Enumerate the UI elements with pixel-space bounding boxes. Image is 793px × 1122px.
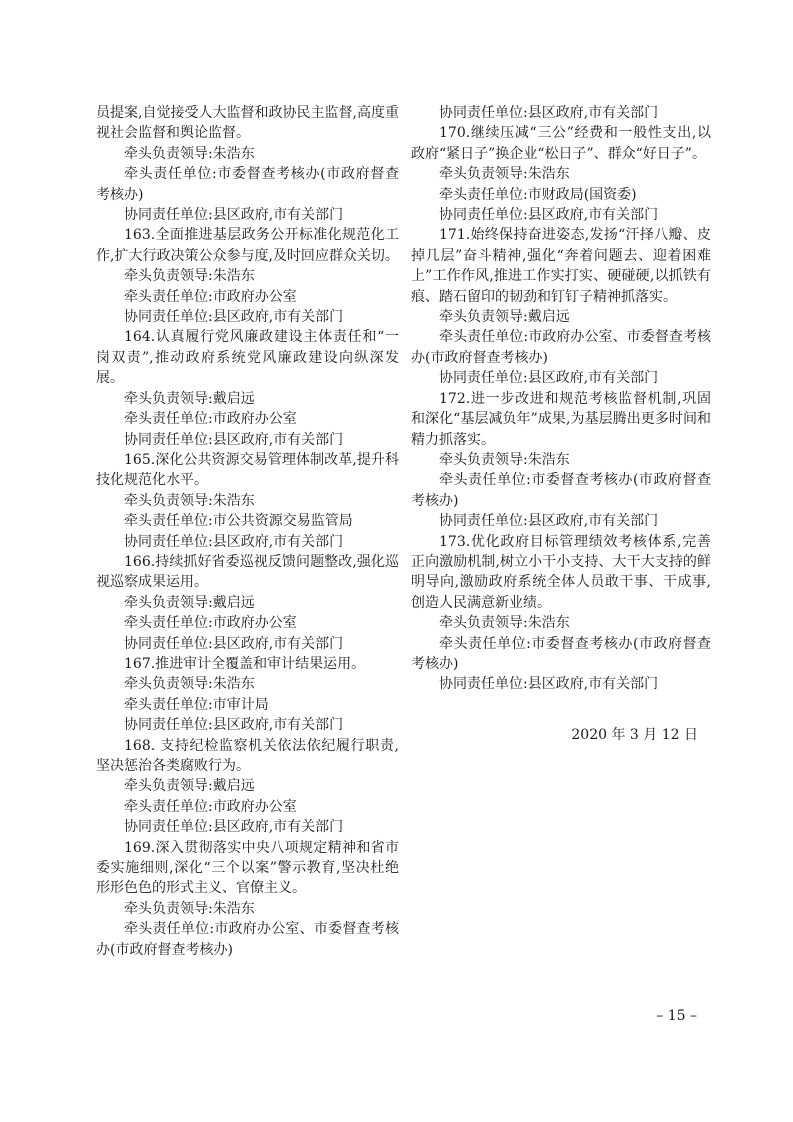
paragraph: 协同责任单位:县区政府,市有关部门 <box>439 105 659 121</box>
paragraph: 168. 支持纪检监察机关依法依纪履行职责,坚决惩治各类腐败行为。 <box>96 737 399 774</box>
paragraph: 协同责任单位:县区政府,市有关部门 <box>124 431 344 448</box>
paragraph: 牵头责任单位:市政府办公室 <box>124 798 297 815</box>
paragraph: 牵头负责领导:朱浩东 <box>124 145 255 162</box>
paragraph: 协同责任单位:县区政府,市有关部门 <box>124 207 344 224</box>
paragraph: 协同责任单位:县区政府,市有关部门 <box>124 309 344 326</box>
paragraph: 协同责任单位:县区政府,市有关部门 <box>124 533 344 550</box>
paragraph: 牵头责任单位:市委督查考核办(市政府督查考核办) <box>96 166 399 203</box>
paragraph: 协同责任单位:县区政府,市有关部门 <box>439 676 659 693</box>
paragraph: 协同责任单位:县区政府,市有关部门 <box>439 513 659 530</box>
paragraph: 员提案,自觉接受人大监督和政协民主监督,高度重视社会监督和舆论监督。 <box>96 105 399 142</box>
paragraph: 牵头责任单位:市委督查考核办(市政府督查考核办) <box>411 635 711 672</box>
paragraph: 协同责任单位:县区政府,市有关部门 <box>124 635 344 652</box>
paragraph: 牵头负责领导:戴启远 <box>124 390 255 407</box>
paragraph: 172.进一步改进和规范考核监督机制,巩固和深化“基层减负年”成果,为基层腾出更多时间和精力抓落实。 <box>411 390 711 448</box>
paragraph: 牵头责任单位:市政府办公室 <box>124 411 297 428</box>
paragraph: 牵头责任单位:市政府办公室 <box>124 615 297 632</box>
paragraph: 163.全面推进基层政务公开标准化规范化工作,扩大行政决策公众参与度,及时回应群众关切。 <box>96 227 399 264</box>
paragraph: 协同责任单位:县区政府,市有关部门 <box>124 819 344 836</box>
paragraph: 牵头负责领导:朱浩东 <box>124 268 255 285</box>
paragraph: 协同责任单位:县区政府,市有关部门 <box>124 717 344 734</box>
paragraph: 牵头责任单位:市政府办公室 <box>124 288 297 305</box>
paragraph: 牵头负责领导:朱浩东 <box>439 451 570 468</box>
paragraph: 牵头负责领导:朱浩东 <box>124 900 255 917</box>
paragraph: 牵头责任单位:市委督查考核办(市政府督查考核办) <box>411 472 711 509</box>
document-date: 2020 年 3 月 12 日 <box>571 727 698 743</box>
paragraph: 170.继续压减“三公”经费和一般性支出,以政府“紧日子”换企业“松日子”、群众“好日子”。 <box>411 125 711 162</box>
paragraph: 173.优化政府目标管理绩效考核体系,完善正向激励机制,树立小干小支持、大干大支持的鲜明导向,激励政府系统全体人员敢干事、干成事,创造人民满意新业绩。 <box>411 533 711 611</box>
paragraph: 牵头负责领导:朱浩东 <box>124 676 255 693</box>
paragraph: 协同责任单位:县区政府,市有关部门 <box>439 207 659 224</box>
paragraph: 牵头负责领导:戴启远 <box>124 594 255 611</box>
paragraph: 牵头负责领导:朱浩东 <box>124 492 255 509</box>
paragraph: 171.始终保持奋进姿态,发扬“汗择八瓣、皮掉几层”奋斗精神,强化“奔着问题去、迎着困难上”工作作风,推进工作实打实、硬碰硬,以抓铁有痕、踏石留印的韧劲和钉钉子精神抓落实。 <box>411 227 711 305</box>
paragraph: 165.深化公共资源交易管理体制改革,提升科技化规范化水平。 <box>96 451 399 489</box>
paragraph: 牵头负责领导:朱浩东 <box>439 166 570 183</box>
right-column <box>411 103 711 695</box>
paragraph: 牵头责任单位:市审计局 <box>124 696 269 713</box>
paragraph: 牵头责任单位:市公共资源交易监管局 <box>124 513 353 530</box>
paragraph: 164.认真履行党风廉政建设主体责任和“一岗双责”,推动政府系统党风廉政建设向纵深发展。 <box>96 329 399 387</box>
paragraph: 牵头负责领导:戴启远 <box>439 309 570 326</box>
left-column <box>96 103 399 960</box>
paragraph: 167.推进审计全覆盖和审计结果运用。 <box>124 655 366 672</box>
paragraph: 牵头责任单位:市政府办公室、市委督查考核办(市政府督查考核办) <box>96 921 399 958</box>
paragraph: 协同责任单位:县区政府,市有关部门 <box>439 370 659 387</box>
paragraph: 牵头责任单位:市财政局(国资委) <box>439 186 637 203</box>
paragraph: 牵头负责领导:朱浩东 <box>439 615 570 632</box>
paragraph: 169.深入贯彻落实中央八项规定精神和省市委实施细则,深化“三个以案”警示教育,坚决杜绝形形色色的形式主义、官僚主义。 <box>96 839 399 897</box>
paragraph: 166.持续抓好省委巡视反馈问题整改,强化巡视巡察成果运用。 <box>96 553 399 591</box>
paragraph: 牵头负责领导:戴启远 <box>124 778 255 795</box>
paragraph: 牵头责任单位:市政府办公室、市委督查考核办(市政府督查考核办) <box>411 329 711 366</box>
page-number: – 15 – <box>656 1008 697 1024</box>
